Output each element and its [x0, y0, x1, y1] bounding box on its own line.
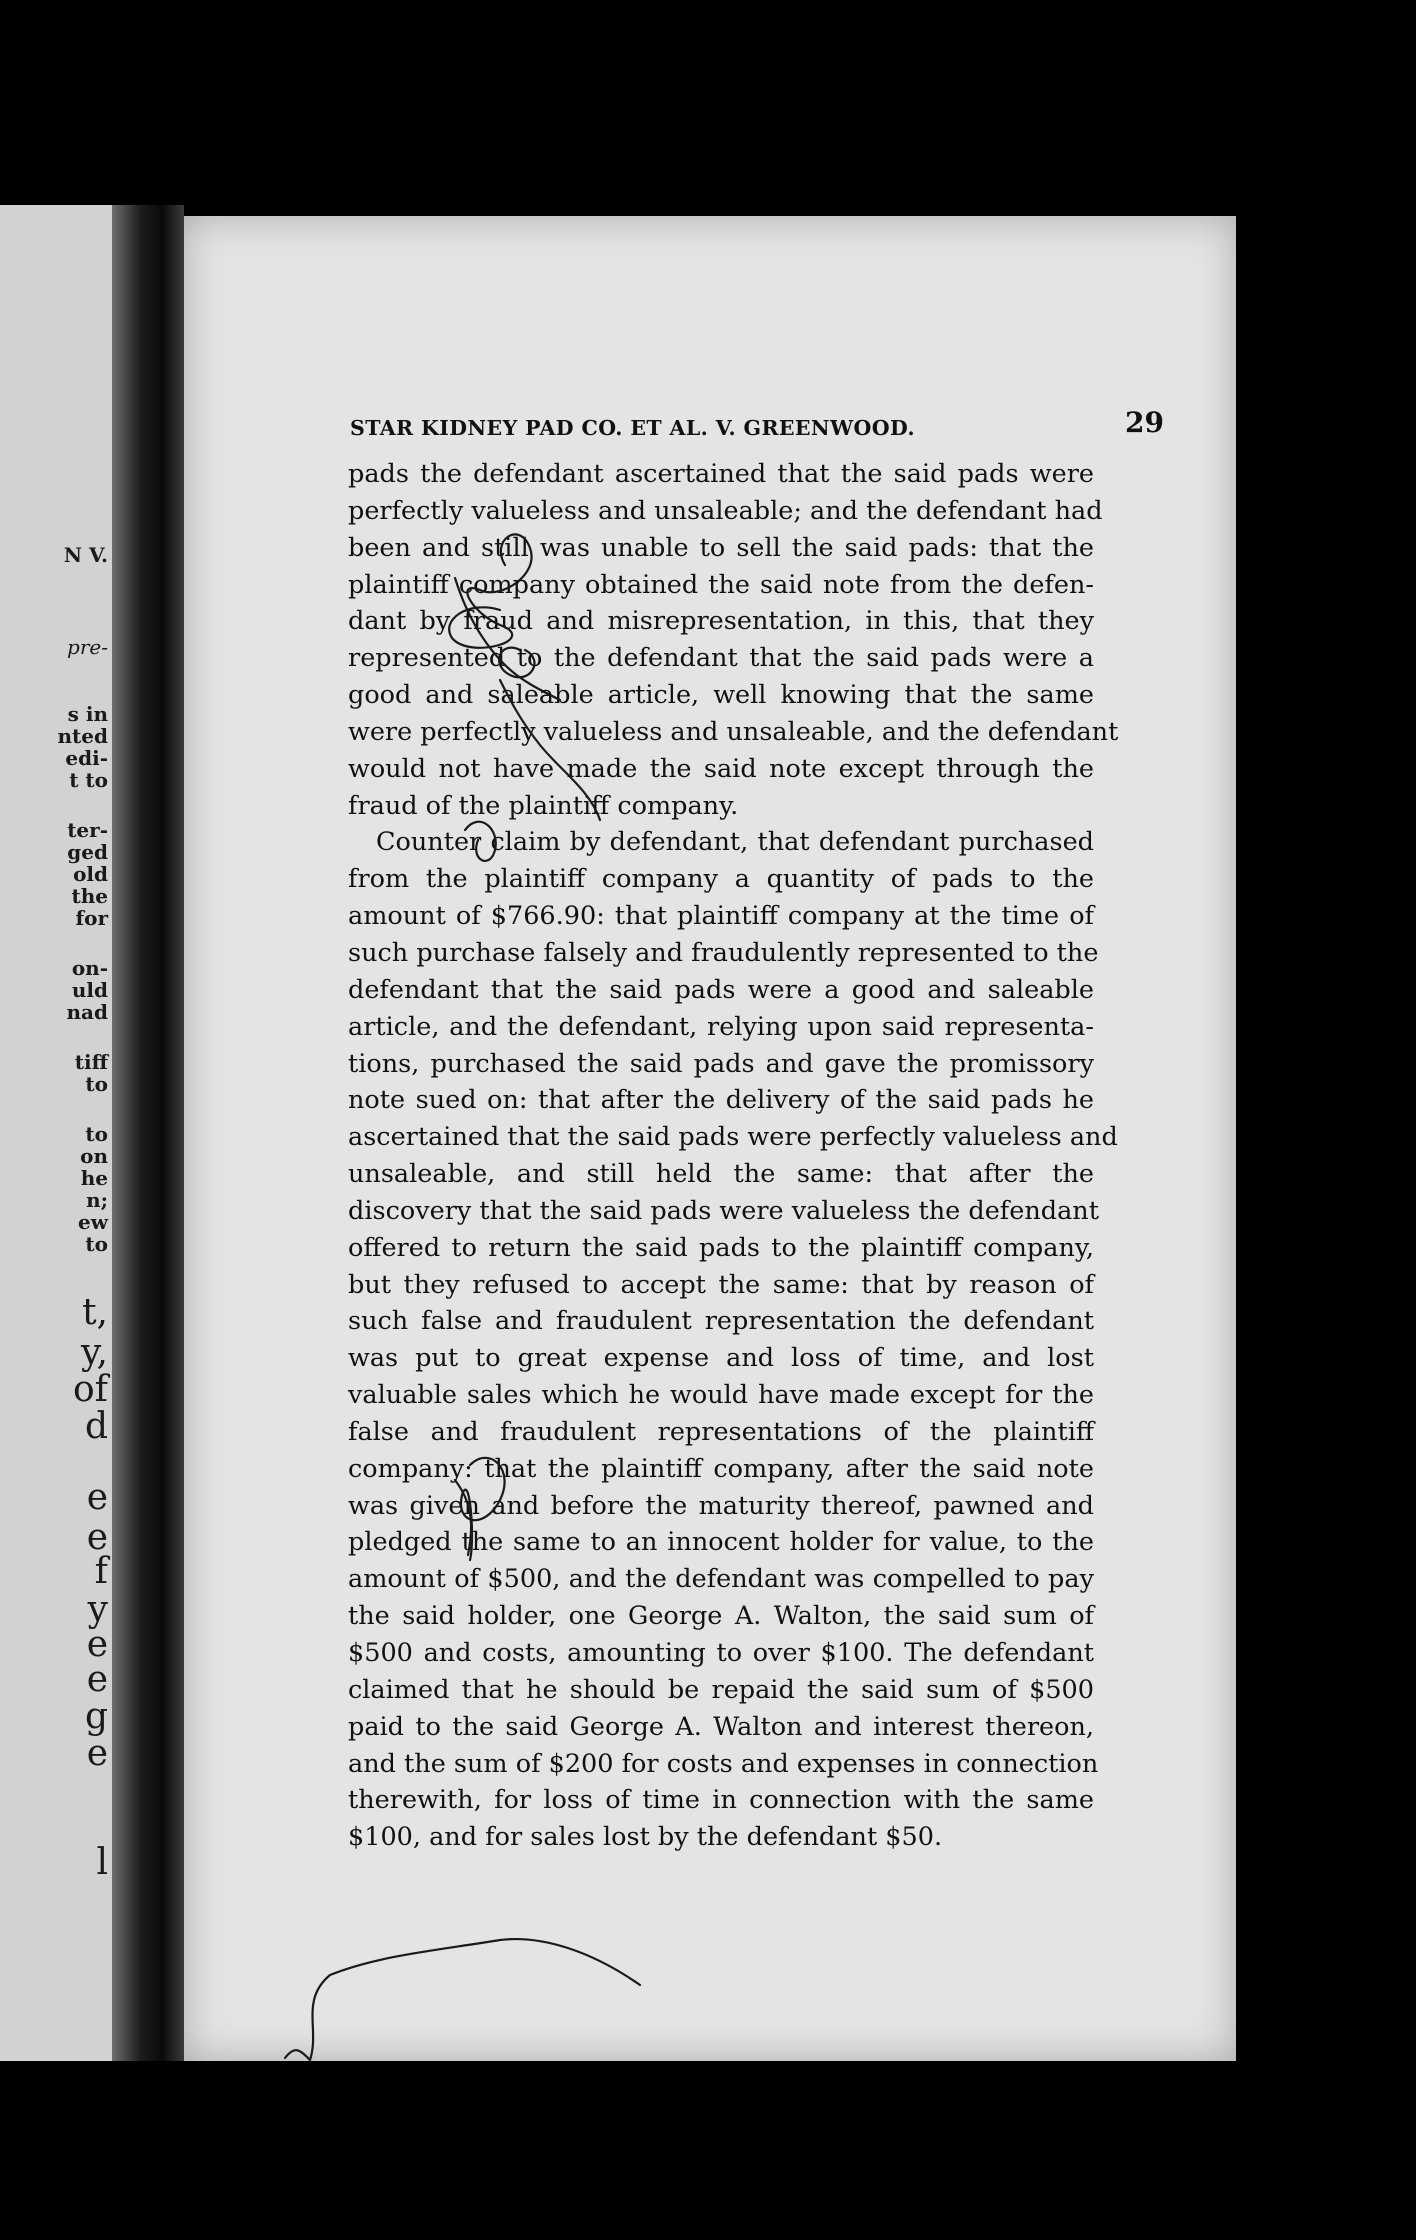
text-line: company: that the plaintiff company, after the said note [348, 1453, 1094, 1484]
fragment-text: ew [78, 1210, 108, 1234]
text-line: represented to the defendant that the said pads were a [348, 643, 1094, 674]
text-line: was put to great expense and loss of time, and lost [348, 1343, 1094, 1374]
book-page [184, 216, 1236, 2061]
text-line: would not have made the said note except through the [348, 753, 1094, 784]
fragment-text: ter- [67, 818, 108, 842]
fragment-text: l [96, 1842, 108, 1883]
fragment-text: e [86, 1659, 108, 1700]
text-line: pledged the same to an innocent holder for value, to the [348, 1527, 1094, 1558]
text-line: fraud of the plaintiff company. [348, 790, 739, 821]
fragment-text: d [84, 1406, 108, 1447]
text-line: such false and fraudulent representation the defendant [348, 1306, 1094, 1337]
fragment-text: t, [82, 1292, 108, 1333]
fragment-text: for [75, 906, 108, 930]
fragment-text: y [87, 1589, 108, 1630]
adjacent-page-fragment [0, 205, 112, 2061]
fragment-text: N V. [63, 543, 108, 567]
fragment-text: e [86, 1733, 108, 1774]
fragment-text: ged [67, 840, 108, 864]
text-line: been and still was unable to sell the said pads: that the [348, 532, 1094, 563]
fragment-text: edi- [65, 746, 108, 770]
fragment-text: the [71, 884, 108, 908]
text-line: article, and the defendant, relying upon said representa- [348, 1011, 1094, 1042]
fragment-text: to [85, 1122, 108, 1146]
text-line: perfectly valueless and unsaleable; and the defendant had [348, 495, 1103, 526]
fragment-text: nad [66, 1000, 108, 1024]
text-line: good and saleable article, well knowing that the same [348, 680, 1094, 711]
text-line: and the sum of $200 for costs and expenses in connection [348, 1748, 1099, 1779]
text-line: paid to the said George A. Walton and interest thereon, [348, 1711, 1094, 1742]
text-line: were perfectly valueless and unsaleable, and the defendant [348, 716, 1119, 747]
fragment-text: tiff [74, 1050, 108, 1074]
text-line: note sued on: that after the delivery of the said pads he [348, 1085, 1094, 1116]
fragment-text: e [86, 1624, 108, 1665]
text-line: pads the defendant ascertained that the said pads were [348, 459, 1094, 489]
text-line: discovery that the said pads were valueless the defendant [348, 1195, 1099, 1226]
text-line: plaintiff company obtained the said note from the defen- [348, 569, 1094, 600]
text-line: claimed that he should be repaid the said sum of $500 [348, 1674, 1094, 1705]
fragment-text: to [85, 1072, 108, 1096]
fragment-text: s in [67, 702, 108, 726]
fragment-text: pre- [67, 635, 108, 659]
fragment-text: f [94, 1551, 108, 1592]
text-line: such purchase falsely and fraudulently represented to the [348, 937, 1099, 968]
fragment-text: to [85, 1232, 108, 1256]
fragment-text: g [84, 1696, 108, 1737]
text-line: unsaleable, and still held the same: that after the [348, 1159, 1094, 1190]
text-line: amount of $766.90: that plaintiff company at the time of [348, 901, 1094, 932]
fragment-text: old [73, 862, 108, 886]
fragment-text: on [80, 1144, 108, 1168]
text-line: the said holder, one George A. Walton, the said sum of [348, 1601, 1094, 1632]
text-line: Counter claim by defendant, that defendant purchased [376, 827, 1094, 858]
fragment-text: n; [86, 1188, 108, 1212]
fragment-text: nted [57, 724, 108, 748]
text-line: therewith, for loss of time in connection with the same [348, 1785, 1094, 1816]
text-line: amount of $500, and the defendant was compelled to pay [348, 1564, 1094, 1595]
text-line: $100, and for sales lost by the defendant $50. [348, 1822, 943, 1853]
text-line: false and fraudulent representations of the plaintiff [348, 1416, 1094, 1447]
fragment-text: t to [69, 768, 108, 792]
fragment-text: uld [71, 978, 108, 1002]
running-header [350, 406, 1164, 450]
text-line: ascertained that the said pads were perfectly valueless and [348, 1122, 1118, 1153]
text-line: tions, purchased the said pads and gave the promissory [348, 1048, 1094, 1079]
text-line: was given and before the maturity thereof, pawned and [348, 1490, 1094, 1521]
fragment-text: e [86, 1477, 108, 1518]
page-number: 29 [1125, 406, 1164, 439]
body-text [348, 456, 1119, 1856]
fragment-text: on- [71, 956, 108, 980]
fragment-text: he [80, 1166, 108, 1190]
fragment-text: y, [81, 1332, 108, 1373]
running-title: STAR KIDNEY PAD CO. ET AL. V. GREENWOOD. [350, 416, 915, 440]
book-gutter [112, 205, 184, 2061]
text-line: dant by fraud and misrepresentation, in this, that they [348, 606, 1094, 637]
fragment-text: e [86, 1517, 108, 1558]
text-line: defendant that the said pads were a good and saleable [348, 974, 1094, 1005]
text-line: but they refused to accept the same: that by reason of [348, 1269, 1094, 1300]
text-line: $500 and costs, amounting to over $100. The defendant [348, 1638, 1094, 1668]
text-line: from the plaintiff company a quantity of pads to the [348, 864, 1094, 895]
fragment-text: of [73, 1369, 108, 1410]
text-line: offered to return the said pads to the plaintiff company, [348, 1232, 1094, 1263]
text-line: valuable sales which he would have made except for the [348, 1380, 1094, 1411]
